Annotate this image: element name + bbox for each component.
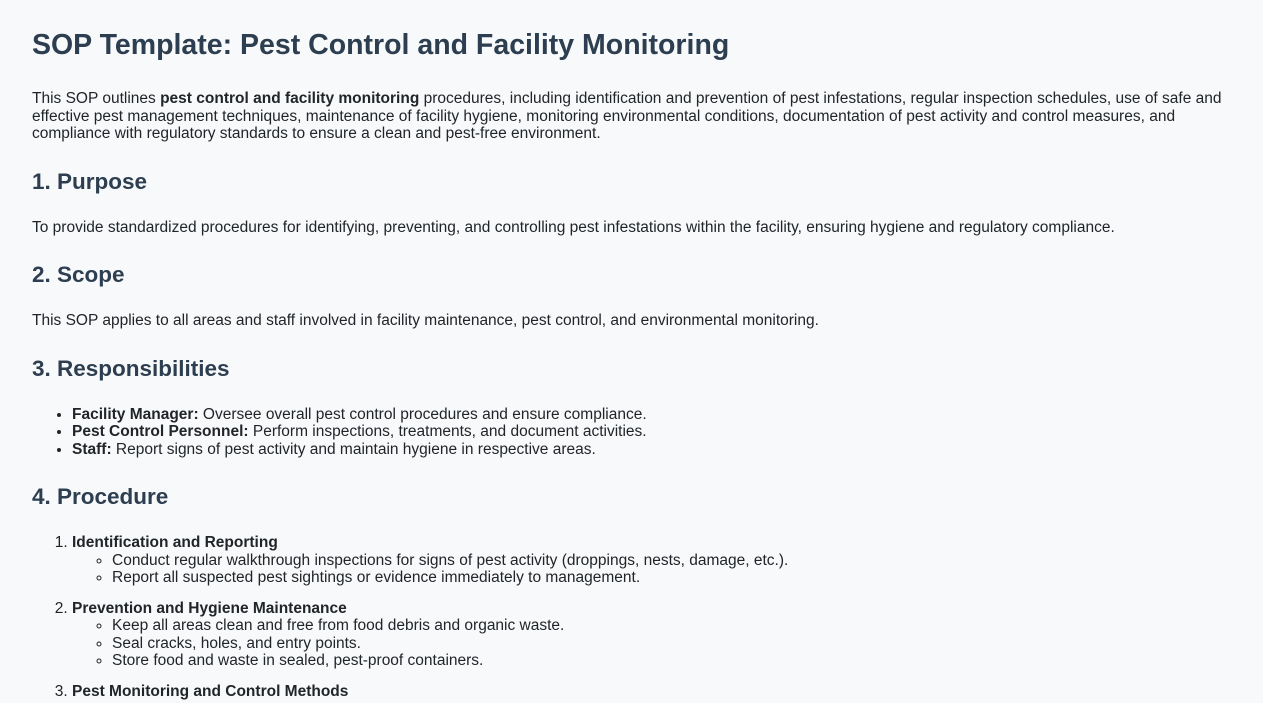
- list-item: ◦ Report all suspected pest sightings or evidence immediately to management.: [112, 569, 1231, 587]
- procedure-list: [32, 534, 1231, 700]
- intro-text-before: This SOP outlines: [32, 90, 161, 107]
- responsibilities-list: [32, 406, 1231, 459]
- list-item: ◦ Seal cracks, holes, and entry points.: [112, 635, 1231, 653]
- section-heading-scope: 2. Scope: [32, 262, 125, 287]
- procedure-step-title: Identification and Reporting: [72, 534, 278, 551]
- responsibility-role-label: Facility Manager:: [72, 405, 199, 423]
- responsibility-role-label: Pest Control Personnel:: [72, 423, 249, 440]
- list-item: [72, 406, 1231, 424]
- intro-bold-phrase: pest control and facility monitoring: [160, 90, 420, 107]
- procedure-substep-list: [72, 617, 1231, 670]
- list-item: ◦ Conduct regular walkthrough inspections for signs of pest activity (droppings, nests, damage, etc.).: [112, 552, 1231, 570]
- purpose-paragraph: To provide standardized procedures for identifying, preventing, and controlling pest infestations within the facility, ensuring hygiene and regulatory compliance.: [32, 218, 1115, 236]
- section-heading-purpose: 1. Purpose: [32, 168, 148, 194]
- list-item: ◦ Keep all areas clean and free from food debris and organic waste.: [112, 617, 1231, 635]
- responsibility-description: Oversee overall pest control procedures and ensure compliance.: [198, 405, 647, 423]
- procedure-step-title: Pest Monitoring and Control Methods: [72, 682, 349, 700]
- procedure-step: [72, 534, 1231, 587]
- responsibility-role-label: Staff:: [72, 440, 112, 458]
- list-item: ◦ Store food and waste in sealed, pest-proof containers.: [112, 652, 1231, 670]
- procedure-step: [72, 600, 1231, 670]
- scope-paragraph: This SOP applies to all areas and staff involved in facility maintenance, pest control, and environmental monitoring.: [32, 312, 819, 329]
- list-item: [72, 441, 1231, 459]
- intro-paragraph: [32, 90, 1231, 143]
- section-heading-procedure: 4. Procedure: [32, 484, 169, 509]
- procedure-step-title: Prevention and Hygiene Maintenance: [72, 599, 347, 617]
- responsibility-description: Perform inspections, treatments, and document activities.: [248, 423, 647, 440]
- intro-text-after: procedures, including identification and prevention of pest infestations, regular inspection schedules, use of safe and effective pest management techniques, maintenance of facility hygiene, monitoring environmental conditions, documentation of pest activity and control measures, and compliance with regulatory standards to ensure a clean and pest-free environment.: [32, 90, 1222, 142]
- procedure-step: [72, 683, 1231, 701]
- responsibility-description: Report signs of pest activity and maintain hygiene in respective areas.: [111, 440, 596, 458]
- section-heading-responsibilities: 3. Responsibilities: [32, 355, 230, 381]
- document-title: SOP Template: Pest Control and Facility Monitoring: [32, 29, 730, 61]
- list-item: [72, 423, 1231, 441]
- procedure-substep-list: [72, 552, 1231, 587]
